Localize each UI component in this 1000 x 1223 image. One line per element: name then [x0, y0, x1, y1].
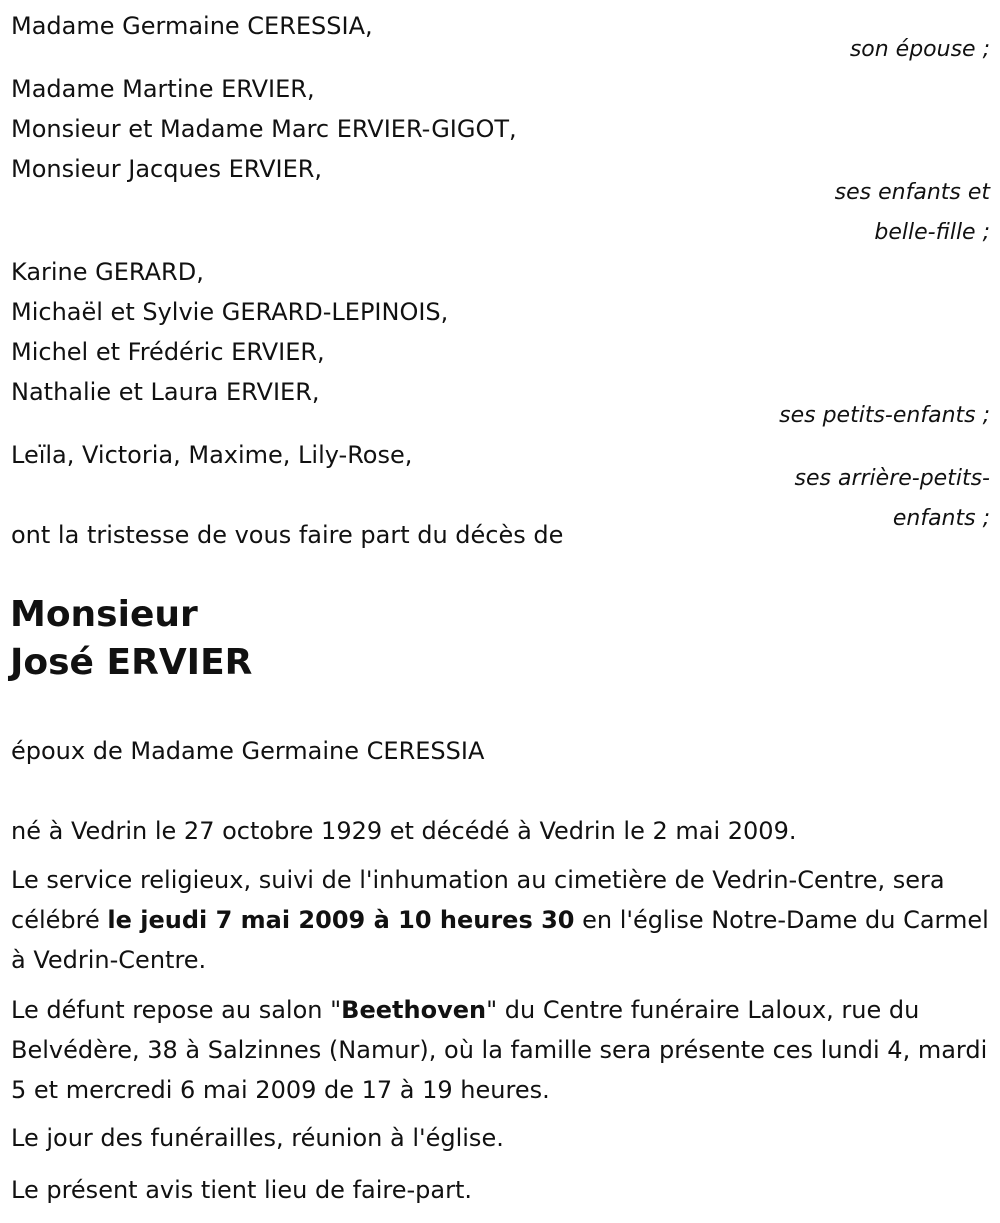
deceased-name: José ERVIER — [10, 642, 253, 683]
birth-death-line: né à Vedrin le 27 octobre 1929 et décédé à Vedrin le 2 mai 2009. — [11, 817, 797, 845]
spouse-name: Madame Germaine CERESSIA, — [11, 12, 373, 40]
repose-paragraph — [11, 990, 991, 1110]
service-paragraph — [11, 860, 991, 980]
notice-line: Le présent avis tient lieu de faire-part. — [11, 1176, 473, 1204]
great-grandchildren-relation-line-2: enfants ; — [892, 506, 990, 531]
repose-salon-name: Beethoven — [341, 996, 487, 1024]
grandchild-name: Nathalie et Laura ERVIER, — [11, 378, 320, 406]
child-name: Monsieur et Madame Marc ERVIER-GIGOT, — [11, 115, 517, 143]
child-name: Monsieur Jacques ERVIER, — [11, 155, 323, 183]
grandchild-name: Karine GERARD, — [11, 258, 204, 286]
children-relation-line-1: ses enfants et — [834, 180, 990, 205]
repose-text-before: Le défunt repose au salon " — [11, 996, 342, 1024]
grandchildren-relation: ses petits-enfants ; — [779, 403, 990, 428]
deceased-title: Monsieur — [10, 594, 198, 635]
repose-text-after: " du Centre funéraire Laloux, rue du Belvédère, 38 à Salzinnes (Namur), où la famille sera présente ces lundi 4, mardi 5 et mercredi 6 mai 2009 de 17 à 19 heures. — [11, 996, 988, 1104]
grandchild-name: Michel et Frédéric ERVIER, — [11, 338, 325, 366]
service-date-time: le jeudi 7 mai 2009 à 10 heures 30 — [107, 906, 575, 934]
great-grandchildren-relation-line-1: ses arrière-petits- — [794, 466, 990, 491]
great-grandchildren-names: Leïla, Victoria, Maxime, Lily-Rose, — [11, 441, 413, 469]
funeral-meeting-line: Le jour des funérailles, réunion à l'église. — [11, 1124, 504, 1152]
service-text-after: en l'église Notre-Dame du Carmel à Vedrin-Centre. — [11, 906, 989, 974]
children-relation-line-2: belle-fille ; — [874, 220, 990, 245]
announcement-text: ont la tristesse de vous faire part du décès de — [11, 521, 564, 549]
service-text-before: Le service religieux, suivi de l'inhumation au cimetière de Vedrin-Centre, sera célébré — [11, 866, 945, 934]
child-name: Madame Martine ERVIER, — [11, 75, 315, 103]
spouse-of-line: époux de Madame Germaine CERESSIA — [11, 737, 485, 765]
spouse-relation: son épouse ; — [849, 37, 990, 62]
grandchild-name: Michaël et Sylvie GERARD-LEPINOIS, — [11, 298, 449, 326]
